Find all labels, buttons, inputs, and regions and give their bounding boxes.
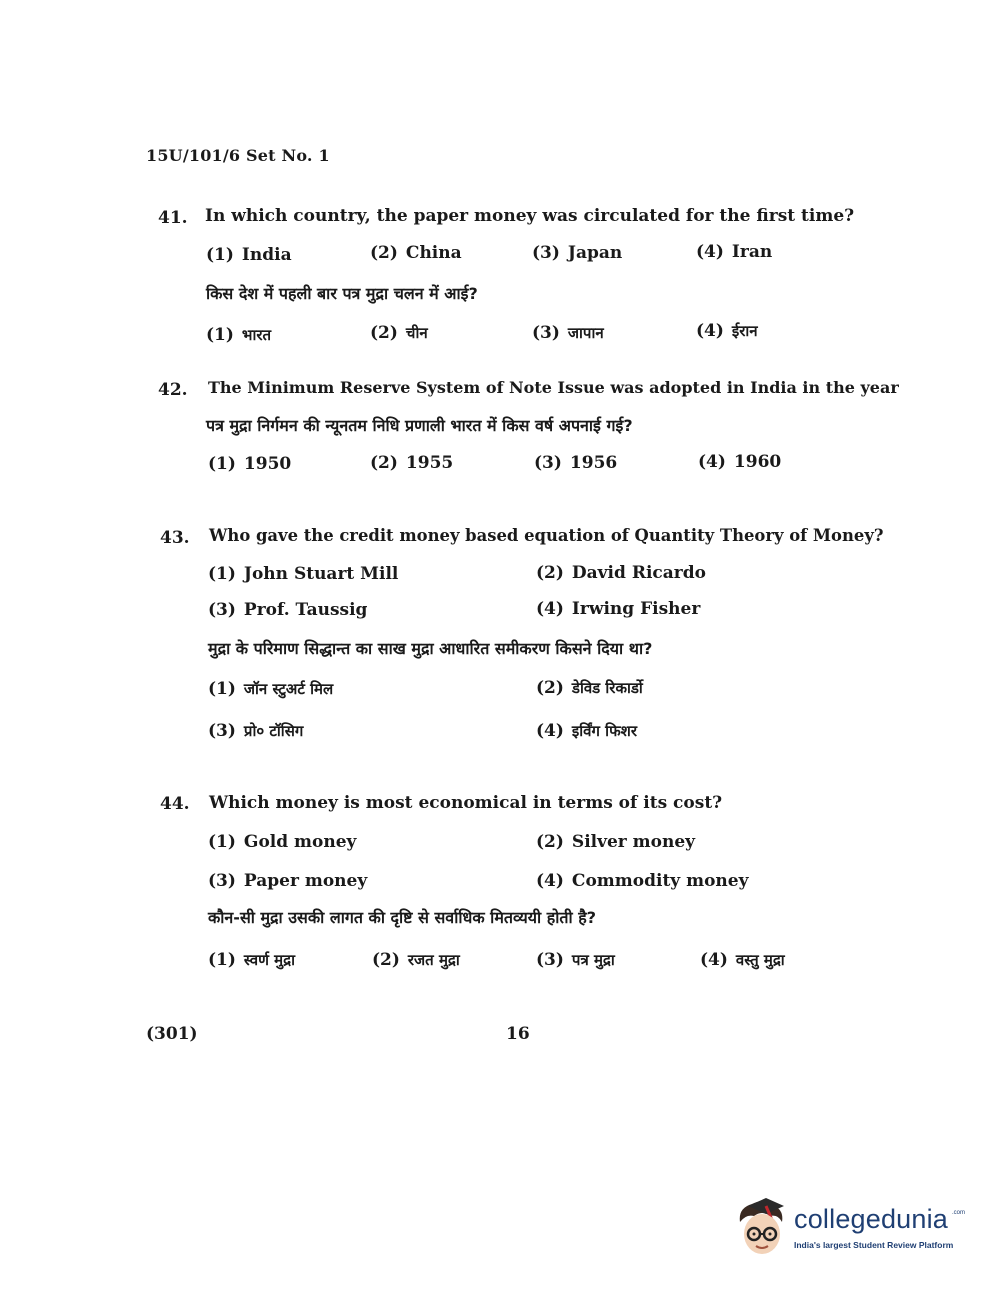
q41-hindi-option-3: (3) जापान bbox=[532, 323, 604, 343]
q41-option-3: (3) Japan bbox=[532, 243, 623, 263]
q43-hindi-option-1: (1) जॉन स्टुअर्ट मिल bbox=[208, 679, 334, 699]
question-42-text-hindi: पत्र मुद्रा निर्गमन की न्यूनतम निधि प्रणाली भारत में किस वर्ष अपनाई गई? bbox=[206, 416, 633, 435]
mascot-icon bbox=[734, 1196, 792, 1260]
question-43-text: Who gave the credit money based equation of Quantity Theory of Money? bbox=[209, 526, 884, 545]
q43-hindi-option-2: (2) डेविड रिकार्डो bbox=[536, 678, 643, 698]
q41-hindi-option-1: (1) भारत bbox=[206, 325, 272, 345]
q44-option-2: (2) Silver money bbox=[536, 832, 696, 852]
question-44-text-hindi: कौन-सी मुद्रा उसकी लागत की दृष्टि से सर्वाधिक मितव्ययी होती है? bbox=[208, 908, 597, 927]
q43-hindi-option-3: (3) प्रो० टॉसिग bbox=[208, 721, 304, 741]
q42-option-4: (4) 1960 bbox=[698, 452, 782, 472]
q44-option-3: (3) Paper money bbox=[208, 871, 368, 891]
paper-code: 15U/101/6 Set No. 1 bbox=[146, 146, 330, 165]
q44-hindi-option-1: (1) स्वर्ण मुद्रा bbox=[208, 950, 295, 970]
brand-domain: .com bbox=[952, 1210, 966, 1216]
brand-tagline: India's largest Student Review Platform bbox=[794, 1240, 954, 1250]
q44-option-4: (4) Commodity money bbox=[536, 871, 749, 891]
question-43-number: 43. bbox=[160, 528, 190, 548]
q44-option-1: (1) Gold money bbox=[208, 832, 357, 852]
question-41-text-hindi: किस देश में पहली बार पत्र मुद्रा चलन में आई? bbox=[206, 284, 478, 303]
q44-hindi-option-2: (2) रजत मुद्रा bbox=[372, 950, 460, 970]
q41-hindi-option-2: (2) चीन bbox=[370, 323, 428, 343]
q41-option-4: (4) Iran bbox=[696, 242, 773, 262]
question-43-text-hindi: मुद्रा के परिमाण सिद्धान्त का साख मुद्रा आधारित समीकरण किसने दिया था? bbox=[208, 639, 653, 658]
q44-hindi-option-3: (3) पत्र मुद्रा bbox=[536, 950, 615, 970]
question-41-text: In which country, the paper money was circulated for the first time? bbox=[205, 206, 855, 226]
page-number: 16 bbox=[506, 1024, 530, 1044]
q43-option-1: (1) John Stuart Mill bbox=[208, 564, 399, 584]
footer-code: (301) bbox=[146, 1024, 198, 1044]
q41-option-2: (2) China bbox=[370, 243, 462, 263]
q42-option-3: (3) 1956 bbox=[534, 453, 618, 473]
q41-option-1: (1) India bbox=[206, 245, 292, 265]
brand-name: collegedunia bbox=[794, 1204, 949, 1234]
collegedunia-logo bbox=[734, 1196, 964, 1260]
q43-option-2: (2) David Ricardo bbox=[536, 563, 706, 583]
question-42-text: The Minimum Reserve System of Note Issue was adopted in India in the year bbox=[208, 378, 899, 397]
q43-hindi-option-4: (4) इर्विंग फिशर bbox=[536, 721, 637, 741]
q43-option-3: (3) Prof. Taussig bbox=[208, 600, 368, 620]
q41-hindi-option-4: (4) ईरान bbox=[696, 321, 758, 341]
question-44-text: Which money is most economical in terms of its cost? bbox=[209, 793, 723, 813]
q42-option-2: (2) 1955 bbox=[370, 453, 454, 473]
question-41-number: 41. bbox=[158, 208, 188, 228]
question-44-number: 44. bbox=[160, 794, 190, 814]
q42-option-1: (1) 1950 bbox=[208, 454, 292, 474]
q43-option-4: (4) Irwing Fisher bbox=[536, 599, 701, 619]
question-42-number: 42. bbox=[158, 380, 188, 400]
q44-hindi-option-4: (4) वस्तु मुद्रा bbox=[700, 950, 785, 970]
